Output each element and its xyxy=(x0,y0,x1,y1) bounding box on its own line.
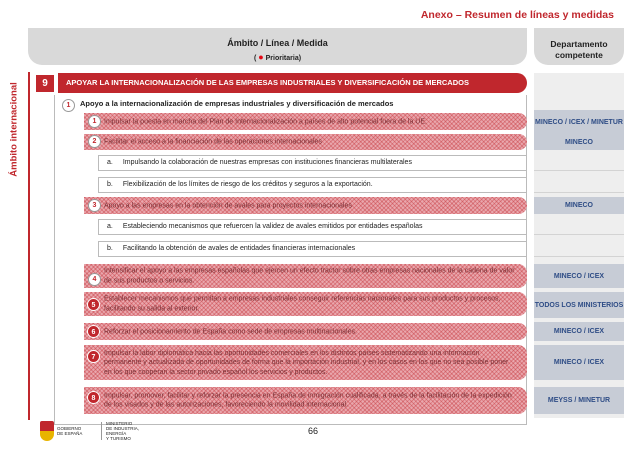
sub-item-letter: b. xyxy=(107,181,113,188)
sub-item-text: Flexibilización de los límites de riesgo de los créditos y seguros a la exportación. xyxy=(122,181,373,188)
ministry-line: DE INDUSTRIA, ENERGÍA xyxy=(106,426,140,436)
coat-of-arms-icon xyxy=(40,421,54,441)
section-title: Apoyo a la internacionalización de empresas industriales y diversificación de mercados xyxy=(80,99,394,108)
priority-measure-number: 5 xyxy=(87,298,100,311)
ministry-line: MINISTERIO xyxy=(106,421,133,426)
measure-text: Reforzar el posicionamiento de España como sede de empresas multinacionales. xyxy=(104,327,357,335)
measure-number: 2 xyxy=(88,135,101,148)
document-header: Anexo – Resumen de líneas y medidas xyxy=(420,9,614,21)
sub-item xyxy=(98,155,527,171)
measure-number: 3 xyxy=(88,199,101,212)
measure-row xyxy=(84,264,527,288)
priority-dot-icon: ● xyxy=(258,52,264,62)
legend-open: ( xyxy=(253,55,257,62)
scope-label-text: Ámbito internacional xyxy=(8,82,20,177)
measure-row xyxy=(84,134,527,150)
priority-legend xyxy=(28,52,527,62)
section-number: 1 xyxy=(62,99,75,112)
scope-divider xyxy=(28,72,30,420)
gov-line: GOBIERNO xyxy=(57,426,82,431)
gov-text xyxy=(57,426,97,436)
measure-number: 1 xyxy=(88,115,101,128)
measure-department: MINECO xyxy=(534,197,624,214)
sub-item-text: Facilitando la obtención de avales de entidades financieras internacionales xyxy=(122,245,356,252)
axis-title-bar: APOYAR LA INTERNACIONALIZACIÓN DE LAS EMPRESAS INDUSTRIALES Y DIVERSIFICACIÓN DE MERCADOS xyxy=(58,73,527,93)
measure-row xyxy=(84,197,527,214)
legend-label: Prioritaria) xyxy=(265,55,302,62)
column-header-title: Ámbito / Línea / Medida xyxy=(227,38,328,48)
logo-separator xyxy=(101,422,102,440)
sub-item xyxy=(98,177,527,193)
department-cell-empty xyxy=(534,241,624,257)
page-number: 66 xyxy=(308,426,319,436)
measure-text: Apoyo a las empresas en la obtención de avales para proyectos internacionales xyxy=(104,201,352,209)
gov-line: DE ESPAÑA xyxy=(57,431,83,436)
measure-number: 4 xyxy=(88,273,101,286)
measure-department: MINECO / ICEX / MINETUR xyxy=(534,110,624,134)
measure-text: Impulsar la puesta en marcha del Plan de Internacionalización a países de alto potencial fuera de la UE. xyxy=(104,117,427,125)
column-header-scope xyxy=(28,28,527,65)
measure-text: Impulsar, promover, facilitar y reforzar la presencia en España de inmigración cualificada, a través de la facilitación de la expedición de los visados y de las autorizaciones, favoreciendo la movilidad internacional. xyxy=(104,392,512,409)
sub-item-letter: a. xyxy=(107,223,113,230)
sub-item-text: Estableciendo mecanismos que refuercen la validez de avales emitidos por entidades españolas xyxy=(122,223,423,230)
column-header-department xyxy=(534,28,624,65)
sub-item xyxy=(98,241,527,257)
priority-measure-number: 6 xyxy=(87,325,100,338)
measure-row xyxy=(84,387,527,414)
priority-measure-number: 7 xyxy=(87,350,100,363)
scope-side-label xyxy=(4,72,24,187)
dept-title-1: Departamento xyxy=(550,39,608,49)
measure-row xyxy=(84,113,527,130)
measure-department: MINECO / ICEX xyxy=(534,345,624,380)
priority-measure-number: 8 xyxy=(87,391,100,404)
measure-row xyxy=(84,292,527,316)
dept-title-2: competente xyxy=(555,50,603,60)
government-logo xyxy=(40,418,190,444)
measure-text: Impulsar la labor diplomática hacia las oportunidades comerciales en los distintos países sistematizando una información permanente y actualizada de oportunidades de forma que la importación industrial, y en los casos en los que no sea posible poner en los que cooperan la sector privado español los servicios y productos. xyxy=(104,349,509,376)
ministry-line: Y TURISMO xyxy=(106,436,131,441)
sub-item-letter: a. xyxy=(107,159,113,166)
measure-department: TODOS LOS MINISTERIOS xyxy=(534,292,624,318)
department-cell-empty xyxy=(534,155,624,171)
sub-item-text: Impulsando la colaboración de nuestras empresas con instituciones financieras multilaterales xyxy=(122,159,412,166)
department-cell-empty xyxy=(534,219,624,235)
measure-department: MINECO xyxy=(534,134,624,150)
measure-text: Intensificar el apoyo a las empresas españolas que ejercen un efecto tractor sobre otras empresas nacionales de la cadena de valor de sus productos o servicios. xyxy=(104,267,515,284)
ministry-text xyxy=(106,421,156,441)
axis-number: 9 xyxy=(36,75,54,92)
measure-department: MEYSS / MINETUR xyxy=(534,387,624,414)
measure-text: Establecer mecanismos que permitan a empresas industriales conseguir referencias nacionales para sus productos y procesos, facilitando su salida al exterior. xyxy=(104,295,501,312)
measure-department: MINECO / ICEX xyxy=(534,322,624,341)
sub-item xyxy=(98,219,527,235)
measure-text: Facilitar el acceso a la financiación de las operaciones internacionales xyxy=(104,138,322,146)
measure-row xyxy=(84,345,527,380)
department-cell-empty xyxy=(534,177,624,193)
sub-item-letter: b. xyxy=(107,245,113,252)
measure-department: MINECO / ICEX xyxy=(534,264,624,288)
measure-row xyxy=(84,323,527,340)
